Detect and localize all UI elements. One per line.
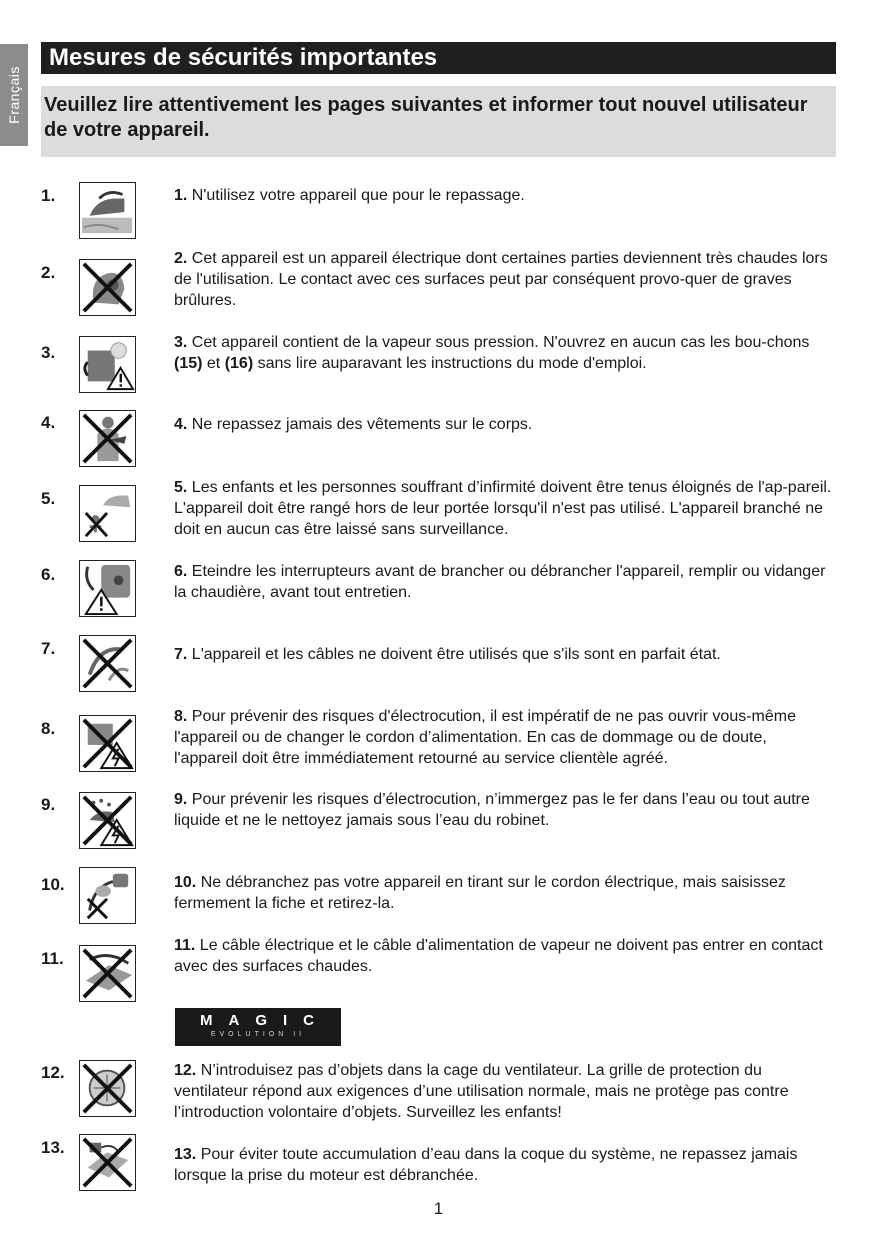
item-3-bold: 3. [174,334,188,351]
item-6-text [174,561,834,603]
motor-unplugged-prohibited-icon [79,1134,136,1191]
item-3-body-a: Cet appareil contient de la vapeur sous pression. N'ouvrez en aucun cas les bou-chons [187,334,810,351]
item-8-body: Pour prévenir des risques d'électrocution, il est impératif de ne pas ouvrir vous-même l'appareil ou de changer le cordon d’alimentation. En cas de dommage ou de doute, l'appareil doit être immédiatement retourné au service clientèle agréé. [174,708,797,767]
item-5-number: 5. [41,489,56,508]
item-6-body: Eteindre les interrupteurs avant de brancher ou débrancher l'appareil, remplir ou vidanger la chaudière, avant tout entretien. [174,563,826,601]
steam-pressure-warning-icon [79,336,136,393]
item-2-bold: 2. [174,250,188,267]
switch-off-warning-icon [79,560,136,617]
cable-hot-surface-prohibited-icon [79,945,136,1002]
item-8-bold: 8. [174,708,188,725]
magic-evolution-logo [175,1008,341,1046]
item-12-text [174,1060,834,1123]
item-4-number: 4. [41,413,56,432]
item-12-bold: 12. [174,1062,197,1079]
item-7-number: 7. [41,639,56,658]
language-tab [0,44,28,146]
item-8-text [174,706,834,769]
electrocution-open-prohibited-icon [79,715,136,772]
logo-sub: EVOLUTION II [210,1031,306,1038]
item-9-text [174,789,834,831]
item-6-bold: 6. [174,563,188,580]
pull-cord-prohibited-icon [79,867,136,924]
item-8-number: 8. [41,719,56,738]
item-10-bold: 10. [174,874,197,891]
logo-main: MAGIC [200,1012,330,1029]
item-11-bold: 11. [174,937,196,954]
item-13-body: Pour éviter toute accumulation d’eau dans la coque du système, ne repassez jamais lorsque la prise du moteur est débranchée. [174,1146,798,1184]
item-7-body: L'appareil et les câbles ne doivent être utilisés que s'ils sont en parfait état. [187,646,721,663]
children-away-icon [79,485,136,542]
item-12-body: N’introduisez pas d’objets dans la cage du ventilateur. La grille de protection du ventilateur répond aux exigences d’une utilisation normale, mais ne protège pas contre l’introduction volontaire d’objets. Surveillez les enfants! [174,1062,789,1121]
item-6-number: 6. [41,565,56,584]
intro-notice: Veuillez lire attentivement les pages suivantes et informer tout nouvel utilisateur de votre appareil. [41,86,836,157]
item-3-body-c: sans lire auparavant les instructions du mode d'emploi. [253,355,647,372]
item-9-bold: 9. [174,791,188,808]
iron-on-body-prohibited-icon [79,410,136,467]
fan-objects-prohibited-icon [79,1060,136,1117]
item-2-text [174,248,834,311]
item-11-number: 11. [41,949,64,968]
item-13-bold: 13. [174,1146,197,1163]
item-3-ref-16: (16) [224,355,254,372]
item-3-body-b: et [202,355,225,372]
page-title: Mesures de sécurités importantes [41,42,836,74]
item-2-number: 2. [41,263,56,282]
item-1-text [174,185,834,206]
iron-ironing-icon [79,182,136,239]
item-3-number: 3. [41,343,56,362]
item-11-body: Le câble électrique et le câble d'alimentation de vapeur ne doivent pas entrer en contact avec des surfaces chaudes. [174,937,823,975]
item-5-bold: 5. [174,479,188,496]
item-3-ref-15: (15) [174,355,203,372]
language-label: Français [6,66,22,124]
item-5-body: Les enfants et les personnes souffrant d’infirmité doivent être tenus éloignés de l'ap-pareil. L'appareil doit être rangé hors de leur portée lorsqu'il n'est pas utilisé. L'appareil branché ne doit en aucun cas être laissé sans surveillance. [174,479,832,538]
item-4-bold: 4. [174,416,188,433]
item-11-text [174,935,834,977]
item-10-text [174,872,834,914]
item-7-text [174,644,834,665]
item-4-text [174,414,834,435]
item-1-body: N'utilisez votre appareil que pour le repassage. [187,187,525,204]
page-number: 1 [433,1199,444,1218]
item-13-text [174,1144,834,1186]
item-13-number: 13. [41,1138,65,1157]
item-1-number: 1. [41,186,56,205]
damaged-cable-prohibited-icon [79,635,136,692]
item-9-body: Pour prévenir les risques d’électrocution, n’immergez pas le fer dans l’eau ou tout autre liquide et ne le nettoyez jamais sous l’eau du robinet. [174,791,810,829]
item-10-body: Ne débranchez pas votre appareil en tirant sur le cordon électrique, mais saisissez fermement la fiche et retirez-la. [174,874,786,912]
item-7-bold: 7. [174,646,188,663]
item-1-bold: 1. [174,187,188,204]
item-12-number: 12. [41,1063,65,1082]
item-5-text [174,477,834,540]
item-3-text [174,332,834,374]
item-10-number: 10. [41,875,65,894]
item-9-number: 9. [41,795,56,814]
hot-surface-prohibited-icon [79,259,136,316]
item-4-body: Ne repassez jamais des vêtements sur le corps. [187,416,533,433]
water-immersion-prohibited-icon [79,792,136,849]
item-2-body: Cet appareil est un appareil électrique dont certaines parties deviennent très chaudes lors de l'utilisation. Le contact avec ces surfaces peut par conséquent provo-quer de graves brûlures. [174,250,828,309]
